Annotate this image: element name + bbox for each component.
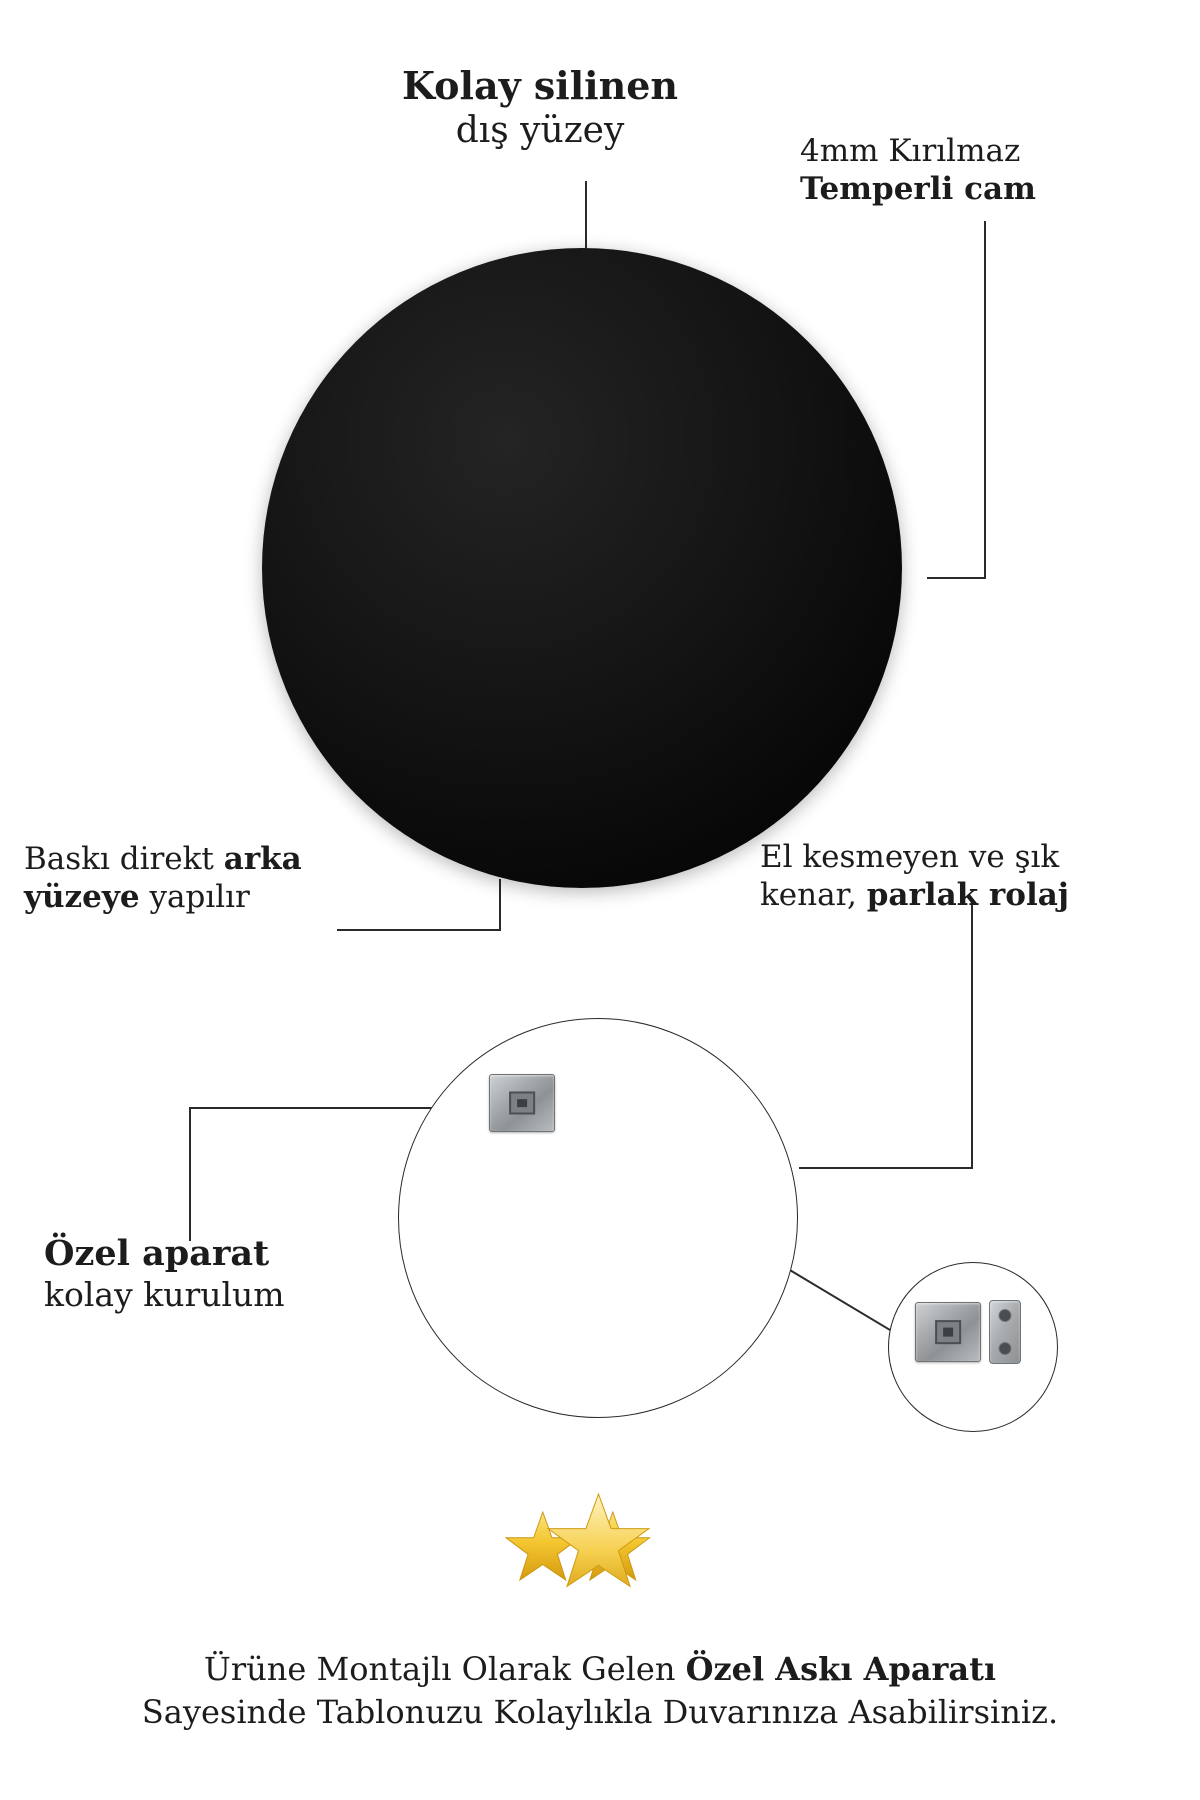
bottom-caption-text1: Ürüne Montajlı Olarak Gelen	[203, 1650, 686, 1688]
bottom-caption-line2: Sayesinde Tablonuzu Kolaylıkla Duvarınıza Asabilirsiniz.	[141, 1693, 1059, 1732]
callout-edge-text2: kenar,	[760, 877, 867, 914]
bracket-hole-top-icon	[999, 1309, 1012, 1322]
callout-print-bold1: arka	[223, 841, 302, 877]
star-left	[506, 1512, 580, 1580]
hanger-plate-icon	[489, 1074, 555, 1132]
wall-bracket-icon	[989, 1300, 1021, 1364]
gold-stars-icon	[500, 1492, 660, 1612]
callout-edge-line2	[760, 876, 1120, 914]
product-circle-image	[262, 248, 902, 888]
callout-top-surface-line1: Kolay silinen	[401, 63, 679, 108]
leader-line-edge	[800, 900, 972, 1168]
callout-apparatus-line2: kolay kurulum	[44, 1275, 285, 1315]
bracket-hole-bottom-icon	[999, 1342, 1012, 1355]
callout-print-line2	[24, 878, 364, 916]
callout-top-surface-line2: dış yüzey	[455, 110, 625, 152]
callout-apparatus	[44, 1232, 374, 1316]
bottom-caption-line1	[60, 1648, 1140, 1691]
callout-glass-line2: Temperli cam	[800, 171, 1036, 208]
callout-glass	[800, 132, 1130, 209]
callout-print-bold2: yüzeye	[24, 879, 140, 916]
leader-line-glass	[928, 222, 985, 578]
callout-edge-line1: El kesmeyen ve şık	[760, 839, 1060, 875]
callout-print-text1: Baskı direkt	[24, 841, 224, 877]
bottom-caption-bold: Özel Askı Aparatı	[685, 1650, 997, 1688]
callout-glass-line1: 4mm Kırılmaz	[800, 133, 1021, 169]
callout-top-surface	[330, 62, 750, 154]
callout-print-text2: yapılır	[139, 879, 250, 916]
hanger-plate-detail-icon	[915, 1302, 981, 1362]
hanger-slot-icon	[509, 1091, 535, 1114]
hanger-zoom-circle	[398, 1018, 798, 1418]
callout-edge-bold: parlak rolaj	[866, 877, 1070, 914]
hanger-slot-detail-icon	[935, 1320, 961, 1344]
callout-edge	[760, 838, 1120, 915]
bottom-caption	[60, 1648, 1140, 1734]
callout-print	[24, 840, 364, 917]
callout-print-line1	[24, 840, 364, 878]
callout-apparatus-line1: Özel aparat	[44, 1233, 270, 1274]
stars-svg	[500, 1492, 700, 1612]
